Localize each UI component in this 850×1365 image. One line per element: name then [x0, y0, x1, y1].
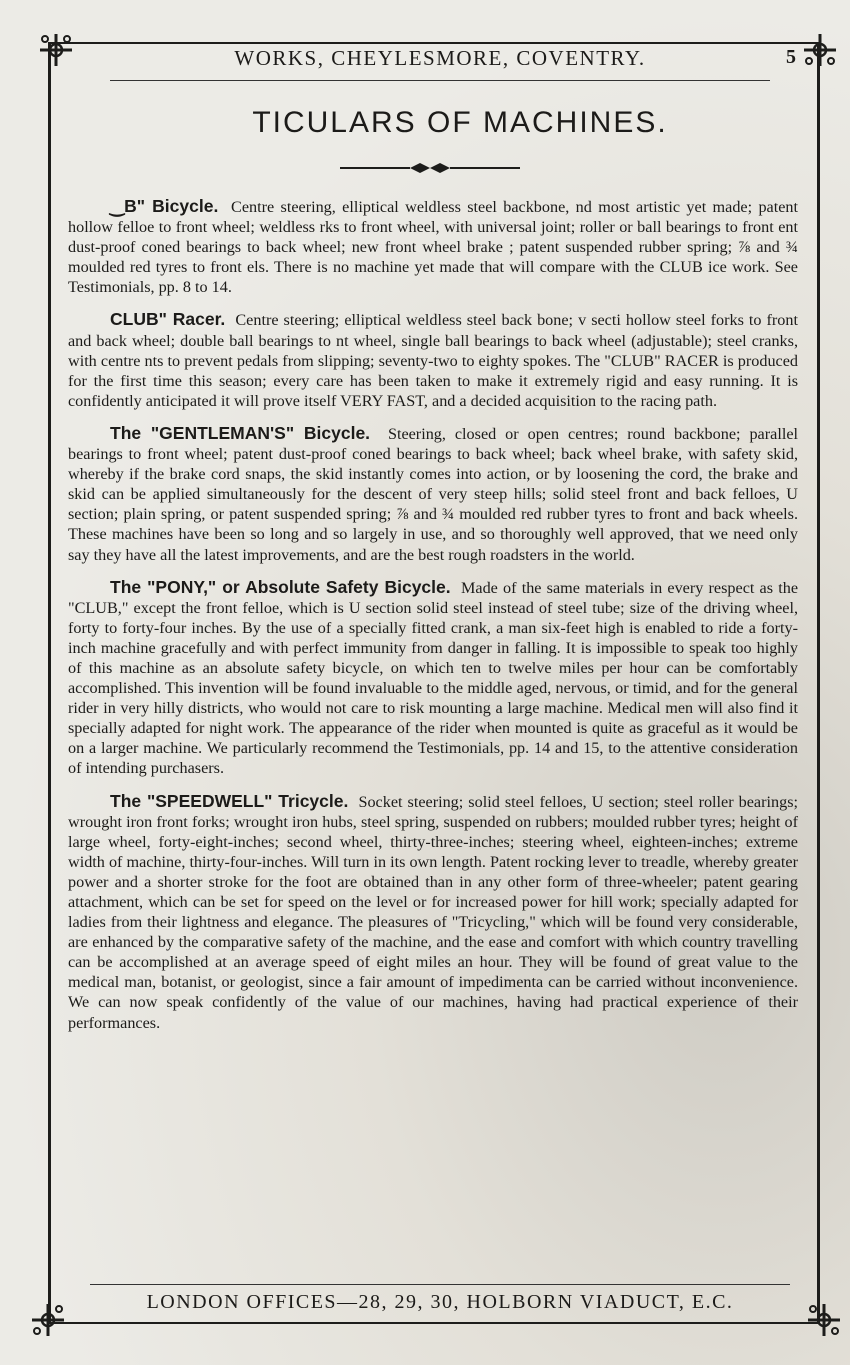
- machine-descriptions: [68, 196, 798, 1045]
- section-paragraph: [68, 196, 798, 297]
- running-header: WORKS, CHEYLESMORE, COVENTRY.: [110, 46, 770, 81]
- section-body: Socket steering; solid steel felloes, U section; steel roller bearings; wrought iron front forks; wrought iron hubs, steel spring, suspended on rubbers; moulded rubber tyres; height of large wheel, forty-eight-inches; second wheel, thirty-three-inches; steering wheel, eighteen-inches; extreme width of machine, thirty-four-inches. Will turn in its own length. Patent rocking lever to treadle, whereby greater power and a shorter stroke for the foot are obtained than in any other form of three-wheeler; patent gearing attachment, which can be set for speed on the level or for increased power for hill work; specially adapted for ladies from their lightness and elegance. The pleasures of "Tricycling," which will be found very considerable, are enhanced by the comparative safety of the machine, and the ease and comfort with which country travelling can be accomplished at an average speed of eight miles an hour. They will be found of great value to the medical man, botanist, or geologist, since a fair amount of impedimenta can be carried without inconvenience. We can now speak confidently of the value of our machines, having had practical experience of their performances.: [68, 792, 798, 1032]
- title-rule-ornament-icon: [340, 160, 520, 176]
- footer-address: LONDON OFFICES—28, 29, 30, HOLBORN VIADUCT, E.C.: [90, 1284, 790, 1314]
- corner-ornament-top-left-icon: [36, 30, 76, 70]
- section-club-bicycle: [68, 196, 798, 297]
- section-heading: CLUB" Racer.: [110, 309, 226, 330]
- corner-ornament-bottom-right-icon: [804, 1300, 844, 1340]
- page-title: TICULARS OF MACHINES.: [252, 106, 668, 139]
- section-club-racer: [68, 309, 798, 410]
- section-heading: The "SPEEDWELL" Tricycle.: [110, 790, 349, 811]
- section-speedwell-tricycle: [68, 791, 798, 1033]
- section-heading: The "PONY," or Absolute Safety Bicycle.: [110, 576, 451, 597]
- section-body: Steering, closed or open centres; round backbone; parallel bearings to front wheel; patent dust-proof coned bearings to back wheel; back wheel brake, with safety skid, whereby if the brake cord snaps, the skid instantly comes into action, or by loosening the cord, the brake and skid can be applied simultaneously for the descent of very steep hills; solid steel front and back felloes, U section; plain spring, or patent suspended spring; ⅞ and ¾ moulded red rubber tyres to front and back wheels. These machines have been so long and so largely in use, and so thoroughly well approved, that we need only say they have all the latest improvements, and are the best rough roadsters in the world.: [68, 424, 798, 564]
- section-heading: ‿B" Bicycle.: [110, 196, 219, 216]
- page-number: 5: [786, 46, 796, 68]
- section-body: Centre steering, elliptical weldless steel backbone, nd most artistic yet made; patent hollow felloe to front wheel; weldless rks to front wheel, with universal joint; roller or ball bearings to front ent dust-proof coned bearings to back wheel; new front wheel brake ; patent suspended rubber spring; ⅞ and ¾ moulded red tyres to front els. There is no machine yet made that will compare with the CLUB ice work. See Testimonials, pp. 8 to 14.: [68, 198, 798, 297]
- section-paragraph: [68, 577, 798, 779]
- section-heading: The "GENTLEMAN'S" Bicycle.: [110, 422, 371, 443]
- section-paragraph: [68, 309, 798, 410]
- corner-ornament-bottom-left-icon: [28, 1300, 68, 1340]
- section-body: Made of the same materials in every respect as the "CLUB," except the front felloe, which is U section solid steel instead of steel tube; size of the driving wheel, forty to forty-four inches. By the use of a specially fitted crank, a man six-feet high is enabled to ride a forty-inch machine gracefully and with perfect immunity from danger in falling. It is impossible to speak too highly of this machine as an absolute safety bicycle, on which ten to twelve miles per hour can be comfortably accomplished. This invention will be found invaluable to the middle aged, nervous, or timid, and for the general rider in very hilly districts, who would not care to risk mounting a large machine. Medical men will also find it specially adapted for night work. The appearance of the rider when mounted is quite as graceful as it would be on a larger machine. We particularly recommend the Testimonials, pp. 14 and 15, to the attentive consideration of intending purchasers.: [68, 578, 799, 778]
- section-body: Centre steering; elliptical weldless steel back bone; v secti hollow steel forks to front and back wheel; double ball bearings to nt wheel, single ball bearings to back wheel (adjustable); steel cranks, with centre nts to prevent pedals from slipping; seventy-two to eighty spokes. The "CLUB" RACER is produced for the first time this season; every care has been taken to make it extremely rigid and easy running. It is confidently anticipated it will prove itself VERY FAST, and a decided acquisition to the racing path.: [68, 311, 798, 410]
- section-paragraph: [68, 791, 798, 1033]
- section-paragraph: [68, 423, 798, 565]
- corner-ornament-top-right-icon: [800, 30, 840, 70]
- section-gentlemans-bicycle: [68, 423, 798, 565]
- section-pony-safety-bicycle: [68, 577, 798, 779]
